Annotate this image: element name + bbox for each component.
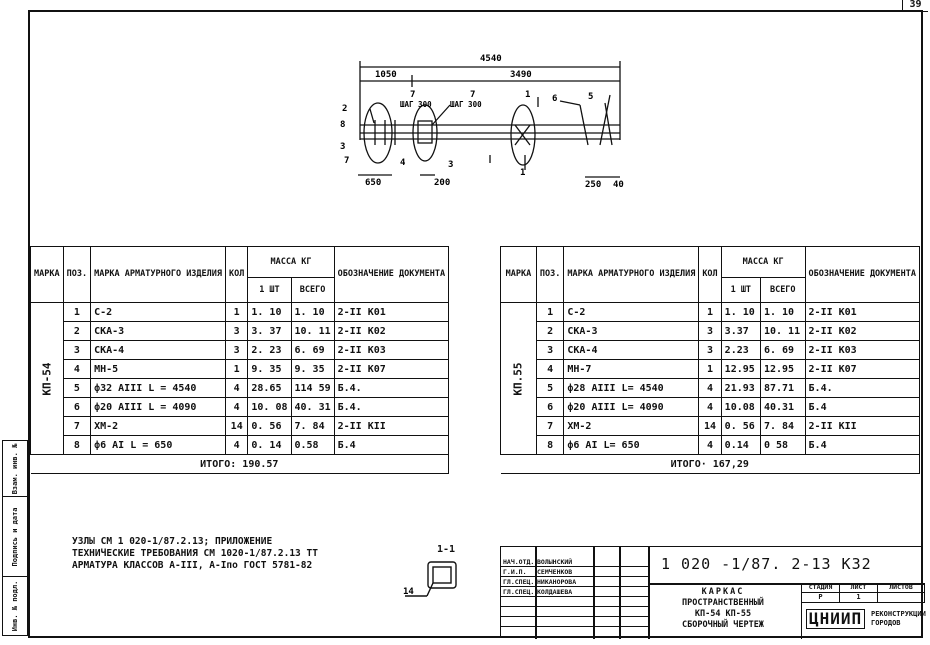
cell-pos: 1 bbox=[63, 303, 90, 322]
dim-250: 250 bbox=[585, 180, 602, 190]
cell-qty: 4 bbox=[699, 398, 721, 417]
cell-pos: 5 bbox=[536, 379, 563, 398]
hdr-pos: ПОЗ. bbox=[63, 247, 90, 303]
cell-qty: 14 bbox=[226, 417, 248, 436]
cell-item: СКА-3 bbox=[564, 322, 699, 341]
cell-pos: 6 bbox=[536, 398, 563, 417]
cell-doc: 2-II К03 bbox=[805, 341, 919, 360]
drawing-title bbox=[653, 587, 793, 631]
table-row bbox=[31, 341, 449, 360]
hdr-mass-all: ВСЕГО bbox=[760, 278, 805, 303]
org-logo: ЦНИИП bbox=[806, 609, 865, 629]
cell-one: 1. 10 bbox=[721, 303, 760, 322]
cell-item: СКА-3 bbox=[91, 322, 226, 341]
cell-one: 10. 08 bbox=[248, 398, 291, 417]
hdr-mark: МАРКА bbox=[31, 247, 64, 303]
elevation-svg bbox=[330, 45, 650, 205]
cell-qty: 3 bbox=[226, 322, 248, 341]
signers-grid bbox=[501, 547, 649, 639]
strip-label-1: Взам. инв. № bbox=[11, 443, 19, 494]
sheets-hdr: ЛИСТОВ bbox=[878, 583, 925, 593]
cell-all: 7. 84 bbox=[760, 417, 805, 436]
hdr-item: МАРКА АРМАТУРНОГО ИЗДЕЛИЯ bbox=[91, 247, 226, 303]
cell-item: ф20 АIII L = 4090 bbox=[91, 398, 226, 417]
mark-cell bbox=[31, 303, 64, 455]
cell-all: 1. 10 bbox=[291, 303, 334, 322]
cell-qty: 3 bbox=[226, 341, 248, 360]
cell-one: 21.93 bbox=[721, 379, 760, 398]
cell-qty: 3 bbox=[699, 322, 721, 341]
section-label: 1-1 bbox=[437, 544, 456, 555]
cell-all: 1. 10 bbox=[760, 303, 805, 322]
grid-line bbox=[593, 547, 595, 639]
callout-6: 6 bbox=[552, 94, 558, 104]
cell-item: МН-7 bbox=[564, 360, 699, 379]
cell-all: 10. 11 bbox=[760, 322, 805, 341]
cell-one: 3.37 bbox=[721, 322, 760, 341]
cell-doc: 2-II КII bbox=[805, 417, 919, 436]
dim-right: 3490 bbox=[510, 70, 532, 80]
stage-hdr: СТАДИЯ bbox=[802, 583, 840, 593]
cell-one: 12.95 bbox=[721, 360, 760, 379]
callout-8: 8 bbox=[340, 120, 346, 130]
cell-doc: Б.4. bbox=[334, 379, 448, 398]
cell-doc: 2-II К01 bbox=[805, 303, 919, 322]
mark-cell bbox=[501, 303, 537, 455]
cell-pos: 2 bbox=[536, 322, 563, 341]
cell-doc: 2-II КII bbox=[334, 417, 448, 436]
cell-item: ф6 АI L = 650 bbox=[91, 436, 226, 455]
table-row bbox=[501, 398, 920, 417]
cell-pos: 8 bbox=[536, 436, 563, 455]
cell-pos: 6 bbox=[63, 398, 90, 417]
spec-table-kp54 bbox=[30, 246, 449, 474]
callout-3b: 3 bbox=[448, 160, 454, 170]
grid-line bbox=[619, 547, 621, 639]
org-subtitle bbox=[871, 610, 926, 628]
cell-pos: 8 bbox=[63, 436, 90, 455]
cell-one: 9. 35 bbox=[248, 360, 291, 379]
cell-item: СКА-4 bbox=[564, 341, 699, 360]
cell-pos: 5 bbox=[63, 379, 90, 398]
cell-all: 6. 69 bbox=[291, 341, 334, 360]
table-row bbox=[31, 436, 449, 455]
mark-label: КП.55 bbox=[511, 361, 525, 396]
table-row bbox=[501, 379, 920, 398]
hdr-doc: ОБОЗНАЧЕНИЕ ДОКУМЕНТА bbox=[334, 247, 448, 303]
cell-qty: 4 bbox=[226, 436, 248, 455]
cell-doc: 2-II К07 bbox=[805, 360, 919, 379]
org-sub-2: ГОРОДОВ bbox=[871, 619, 901, 627]
cell-doc: 2-II К03 bbox=[334, 341, 448, 360]
cell-all: 6. 69 bbox=[760, 341, 805, 360]
cell-all: 10. 11 bbox=[291, 322, 334, 341]
hdr-mass: МАССА КГ bbox=[248, 247, 334, 278]
cell-qty: 1 bbox=[226, 303, 248, 322]
section-1-1-drawing bbox=[395, 552, 475, 607]
cell-qty: 4 bbox=[226, 379, 248, 398]
cell-all: 9. 35 bbox=[291, 360, 334, 379]
title-block bbox=[500, 546, 926, 638]
table-row bbox=[31, 398, 449, 417]
blank-row bbox=[501, 597, 649, 607]
cell-item: ХМ-2 bbox=[564, 417, 699, 436]
spec-table-kp55 bbox=[500, 246, 920, 474]
cell-item: ф20 АIII L= 4090 bbox=[564, 398, 699, 417]
cell-doc: Б.4 bbox=[334, 436, 448, 455]
cell-pos: 3 bbox=[536, 341, 563, 360]
cell-pos: 3 bbox=[63, 341, 90, 360]
notes bbox=[72, 536, 318, 572]
cell-pos: 1 bbox=[536, 303, 563, 322]
strip-label-2: Подпись и дата bbox=[11, 506, 19, 567]
page-number: 39 bbox=[902, 0, 928, 12]
hdr-mass: МАССА КГ bbox=[721, 247, 805, 278]
cell-qty: 14 bbox=[699, 417, 721, 436]
cell-all: 0 58 bbox=[760, 436, 805, 455]
hdr-pos: ПОЗ. bbox=[536, 247, 563, 303]
cell-doc: 2-II К02 bbox=[334, 322, 448, 341]
signer-row bbox=[501, 587, 649, 597]
callout-7b: 7 bbox=[410, 90, 416, 100]
total-cell: ИТОГО· 167,29 bbox=[501, 455, 920, 474]
title-line-3: КП-54 КП-55 bbox=[694, 609, 752, 619]
cell-qty: 1 bbox=[226, 360, 248, 379]
title-line-2: ПРОСТРАНСТВЕННЫЙ bbox=[682, 598, 764, 608]
cell-all: 12.95 bbox=[760, 360, 805, 379]
cell-one: 0. 56 bbox=[248, 417, 291, 436]
binding-strip bbox=[2, 440, 28, 636]
section-callout: 14 bbox=[403, 587, 414, 597]
hdr-item: МАРКА АРМАТУРНОГО ИЗДЕЛИЯ bbox=[564, 247, 699, 303]
cell-qty: 4 bbox=[226, 398, 248, 417]
signer-row bbox=[501, 567, 649, 577]
cell-all: 40. 31 bbox=[291, 398, 334, 417]
cell-doc: Б.4. bbox=[334, 398, 448, 417]
note-line-1: УЗЛЫ СМ 1 020-1/87.2.13; ПРИЛОЖЕНИЕ bbox=[72, 536, 273, 547]
strip-label-3: Инв. № подл. bbox=[11, 580, 19, 632]
blank-row bbox=[501, 607, 649, 617]
cell-pos: 4 bbox=[536, 360, 563, 379]
dim-left: 1050 bbox=[375, 70, 397, 80]
cell-all: 87.71 bbox=[760, 379, 805, 398]
cell-one: 2. 23 bbox=[248, 341, 291, 360]
signer-role: Г.И.П. bbox=[503, 568, 527, 576]
dim-200: 200 bbox=[434, 178, 451, 188]
table-row bbox=[31, 360, 449, 379]
hdr-qty: КОЛ bbox=[226, 247, 248, 303]
cell-one: 0. 56 bbox=[721, 417, 760, 436]
cell-one: 10.08 bbox=[721, 398, 760, 417]
total-cell: ИТОГО: 190.57 bbox=[31, 455, 449, 474]
signer-role: ГЛ.СПЕЦ. bbox=[503, 588, 535, 596]
strip-cell-2 bbox=[3, 497, 27, 577]
signer-name: ВОЛЫНСКИЙ bbox=[537, 558, 573, 566]
cell-pos: 7 bbox=[536, 417, 563, 436]
cell-doc: Б.4. bbox=[805, 379, 919, 398]
cell-doc: Б.4 bbox=[805, 436, 919, 455]
doc-code: 1 020 -1/87. 2-13 К32 bbox=[661, 555, 872, 573]
hdr-mass-one: 1 ШТ bbox=[721, 278, 760, 303]
cell-qty: 1 bbox=[699, 303, 721, 322]
cell-doc: Б.4 bbox=[805, 398, 919, 417]
title-line-4: СБОРОЧНЫЙ ЧЕРТЕЖ bbox=[682, 620, 764, 630]
frame-elevation-drawing bbox=[330, 45, 650, 205]
signer-name: НИКАНОРОВА bbox=[537, 578, 577, 586]
total-row bbox=[501, 455, 920, 474]
cell-item: МН-5 bbox=[91, 360, 226, 379]
step-label-2: ШАГ 300 bbox=[450, 100, 482, 109]
cell-qty: 3 bbox=[699, 341, 721, 360]
cell-item: СКА-4 bbox=[91, 341, 226, 360]
cell-all: 114 59 bbox=[291, 379, 334, 398]
cell-item: ф6 АI L= 650 bbox=[564, 436, 699, 455]
callout-4: 4 bbox=[400, 158, 406, 168]
cell-item: ф28 АIII L= 4540 bbox=[564, 379, 699, 398]
table-row bbox=[501, 341, 920, 360]
sheet-val: 1 bbox=[840, 593, 878, 603]
sheets-val bbox=[878, 593, 925, 603]
cell-one: 28.65 bbox=[248, 379, 291, 398]
cell-item: ХМ-2 bbox=[91, 417, 226, 436]
cell-qty: 4 bbox=[699, 379, 721, 398]
callout-3: 3 bbox=[340, 142, 346, 152]
dim-total: 4540 bbox=[480, 54, 502, 64]
dim-650: 650 bbox=[365, 178, 382, 188]
strip-cell-3 bbox=[3, 577, 27, 635]
callout-5: 5 bbox=[588, 92, 594, 102]
hdr-mass-all: ВСЕГО bbox=[291, 278, 334, 303]
callout-1b: 1 bbox=[520, 168, 526, 178]
callout-2: 2 bbox=[342, 104, 348, 114]
callout-7c: 7 bbox=[470, 90, 476, 100]
signer-row bbox=[501, 557, 649, 567]
title-line-1: КАРКАС bbox=[701, 587, 745, 597]
cell-pos: 2 bbox=[63, 322, 90, 341]
cell-all: 7. 84 bbox=[291, 417, 334, 436]
org-sub-1: РЕКОНСТРУКЦИИ bbox=[871, 610, 926, 618]
table-row bbox=[501, 360, 920, 379]
table-row bbox=[501, 322, 920, 341]
note-line-2: ТЕХНИЧЕСКИЕ ТРЕБОВАНИЯ СМ 1020-1/87.2.13 ТТ bbox=[72, 548, 318, 559]
cell-qty: 4 bbox=[699, 436, 721, 455]
cell-one: 0.14 bbox=[721, 436, 760, 455]
cell-one: 3. 37 bbox=[248, 322, 291, 341]
table-row bbox=[31, 303, 449, 322]
signer-row bbox=[501, 577, 649, 587]
cell-pos: 4 bbox=[63, 360, 90, 379]
callout-1a: 1 bbox=[525, 90, 531, 100]
table-row bbox=[31, 417, 449, 436]
mark-label: КП-54 bbox=[40, 361, 54, 396]
note-line-3: АРМАТУРА КЛАССОВ А-III, А-Iпо ГОСТ 5781-82 bbox=[72, 560, 313, 571]
grid-line bbox=[648, 547, 650, 639]
callout-7a: 7 bbox=[344, 156, 350, 166]
signer-role: ГЛ.СПЕЦ. bbox=[503, 578, 535, 586]
cell-one: 2.23 bbox=[721, 341, 760, 360]
dim-40: 40 bbox=[613, 180, 624, 190]
signer-role: НАЧ.ОТД. bbox=[503, 558, 535, 566]
hdr-doc: ОБОЗНАЧЕНИЕ ДОКУМЕНТА bbox=[805, 247, 919, 303]
cell-doc: 2-II К07 bbox=[334, 360, 448, 379]
stage-val: Р bbox=[802, 593, 840, 603]
cell-one: 1. 10 bbox=[248, 303, 291, 322]
signer-name: СЕМЧЕНКОВ bbox=[537, 568, 573, 576]
grid-line bbox=[535, 547, 537, 639]
table-row bbox=[501, 417, 920, 436]
signer-name: КОЛДАШЕВА bbox=[537, 588, 573, 596]
step-label-1: ШАГ 300 bbox=[400, 100, 432, 109]
sheet-hdr: ЛИСТ bbox=[840, 583, 878, 593]
cell-item: С-2 bbox=[564, 303, 699, 322]
cell-doc: 2-II К01 bbox=[334, 303, 448, 322]
cell-one: 0. 14 bbox=[248, 436, 291, 455]
cell-qty: 1 bbox=[699, 360, 721, 379]
total-row bbox=[31, 455, 449, 474]
cell-item: ф32 АIII L = 4540 bbox=[91, 379, 226, 398]
table-row bbox=[31, 379, 449, 398]
cell-item: С-2 bbox=[91, 303, 226, 322]
cell-all: 0.58 bbox=[291, 436, 334, 455]
hdr-qty: КОЛ bbox=[699, 247, 721, 303]
hdr-mark: МАРКА bbox=[501, 247, 537, 303]
table-row bbox=[501, 436, 920, 455]
hdr-mass-one: 1 ШТ bbox=[248, 278, 291, 303]
blank-row bbox=[501, 617, 649, 627]
table-row bbox=[31, 322, 449, 341]
cell-doc: 2-II К02 bbox=[805, 322, 919, 341]
strip-cell-1 bbox=[3, 441, 27, 497]
table-row bbox=[501, 303, 920, 322]
cell-all: 40.31 bbox=[760, 398, 805, 417]
cell-pos: 7 bbox=[63, 417, 90, 436]
